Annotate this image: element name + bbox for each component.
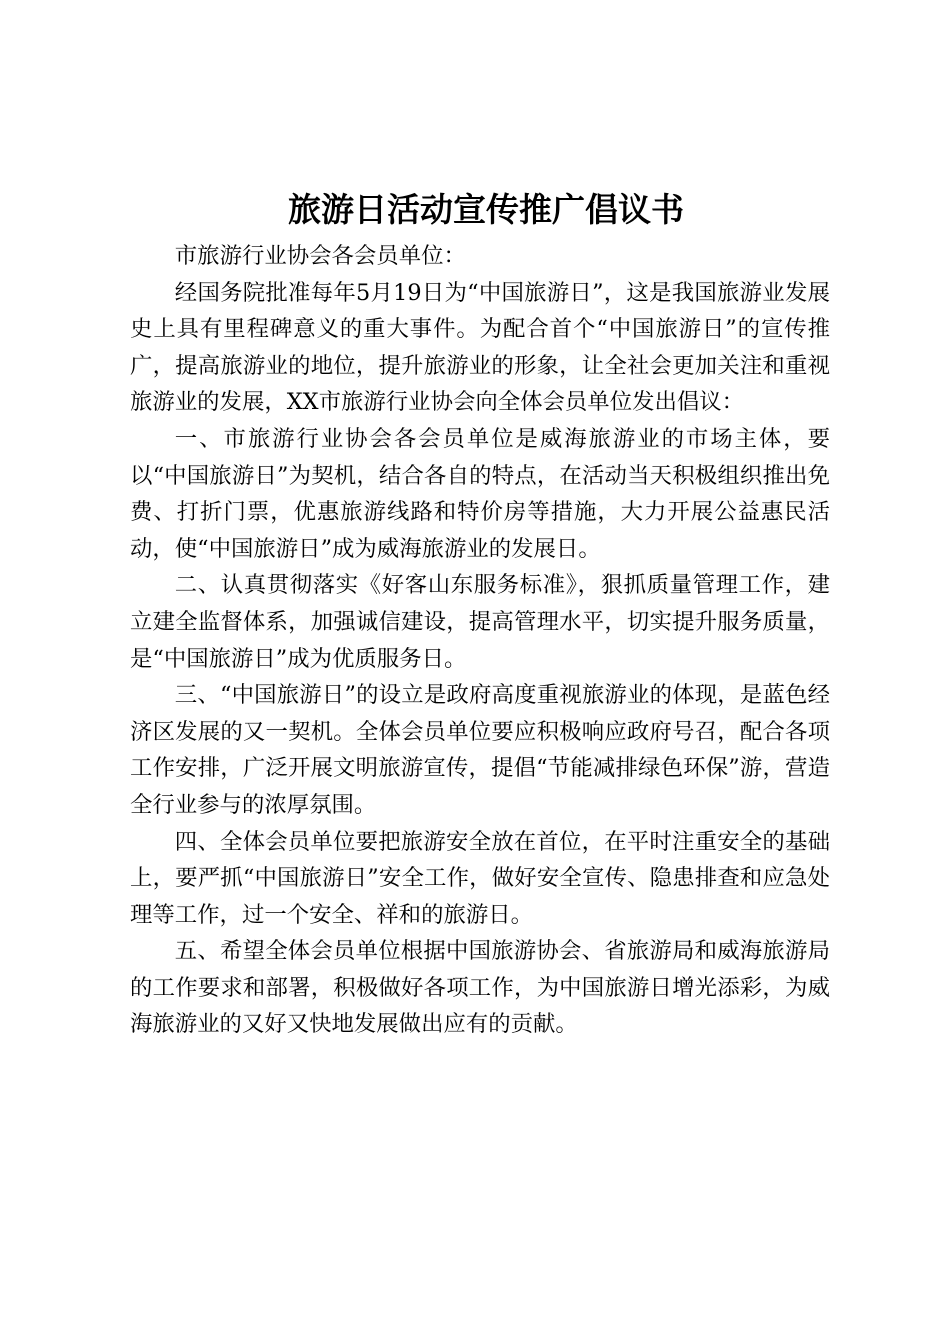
salutation: 市旅游行业协会各会员单位：	[174, 243, 466, 269]
paragraph-item-1: 一、市旅游行业协会各会员单位是威海旅游业的市场主体，要以“中国旅游日”为契机，结合各自的特点，在活动当天积极组织推出免费、打折门票，优惠旅游线路和特价房等措施，大力开展公益惠民活动，使“中国旅游日”成为威海旅游业的发展日。	[130, 425, 830, 562]
paragraph-item-5: 五、希望全体会员单位根据中国旅游协会、省旅游局和威海旅游局的工作要求和部署，积极做好各项工作，为中国旅游日增光添彩，为威海旅游业的又好又快地发展做出应有的贡献。	[130, 938, 830, 1038]
paragraph-item-4: 四、全体会员单位要把旅游安全放在首位，在平时注重安全的基础上，要严抓“中国旅游日”安全工作，做好安全宣传、隐患排查和应急处理等工作，过一个安全、祥和的旅游日。	[130, 828, 830, 928]
paragraph-item-2: 二、认真贯彻落实《好客山东服务标准》，狠抓质量管理工作，建立建全监督体系，加强诚信建设，提高管理水平，切实提升服务质量，是“中国旅游日”成为优质服务日。	[130, 572, 830, 672]
paragraph-intro: 经国务院批准每年5月19日为“中国旅游日”，这是我国旅游业发展史上具有里程碑意义的重大事件。为配合首个“中国旅游日”的宣传推广，提高旅游业的地位，提升旅游业的形象，让全社会更加关注和重视旅游业的发展，XX市旅游行业协会向全体会员单位发出倡议：	[130, 279, 830, 416]
paragraph-item-3: 三、“中国旅游日”的设立是政府高度重视旅游业的体现，是蓝色经济区发展的又一契机。全体会员单位要应积极响应政府号召，配合各项工作安排，广泛开展文明旅游宣传，提倡“节能减排绿色环保”游，营造全行业参与的浓厚氛围。	[130, 682, 830, 818]
document-title: 旅游日活动宣传推广倡议书	[288, 190, 684, 229]
document-page	[130, 182, 830, 1043]
